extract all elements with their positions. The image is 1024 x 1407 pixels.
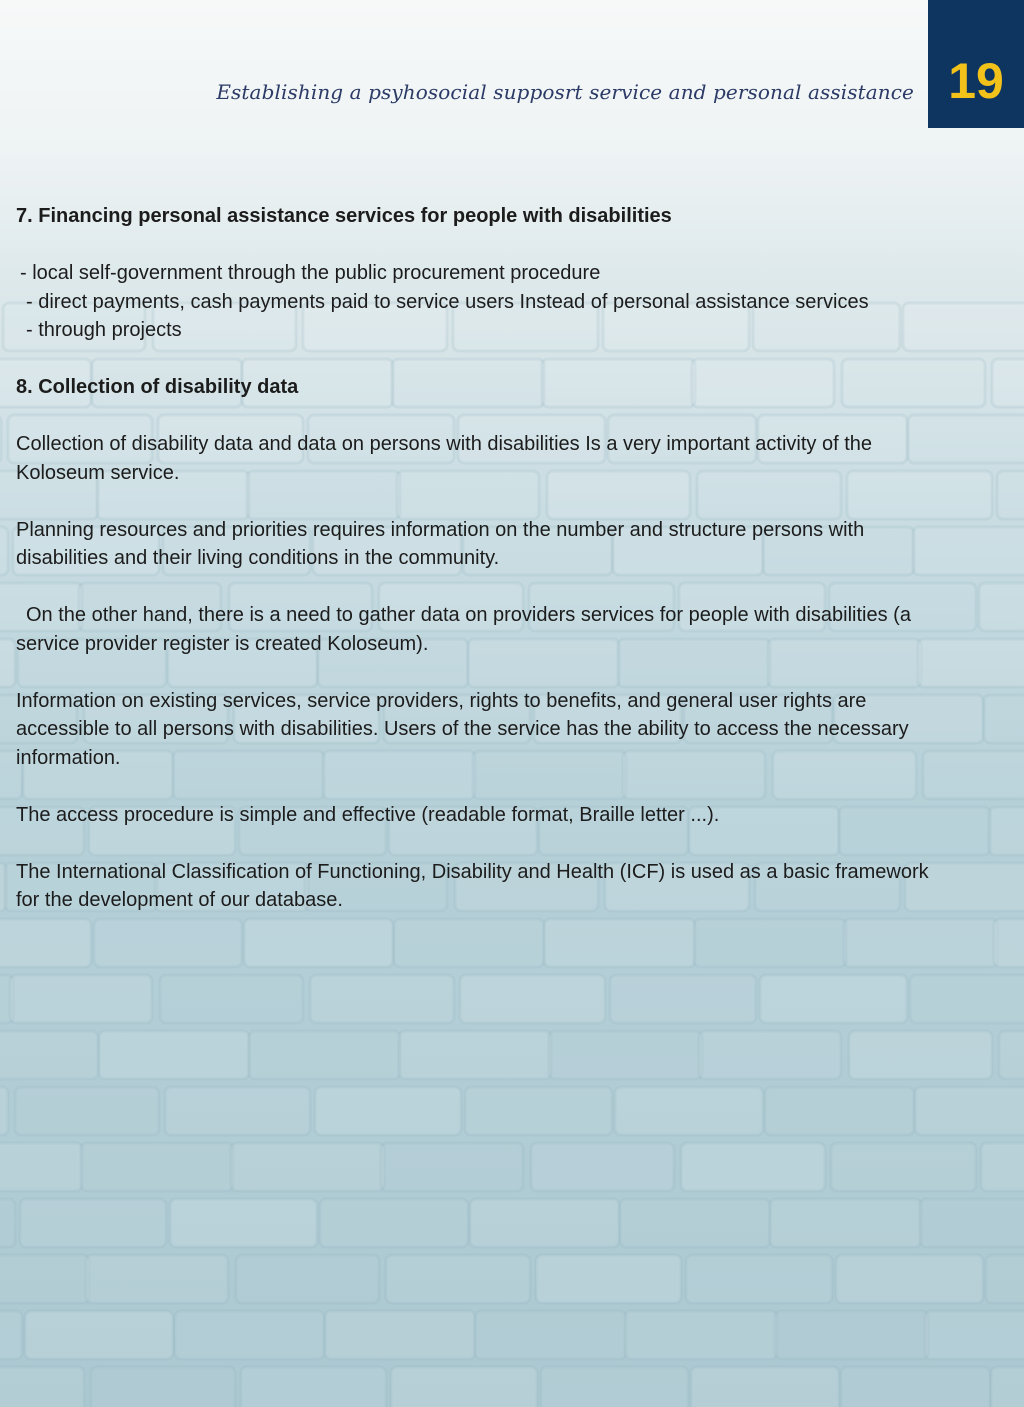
brick [986,1255,1024,1303]
brick [531,1143,674,1191]
brick [549,1031,702,1079]
list-item: - local self-government through the public procurement procedure [20,262,601,284]
brick [691,1367,839,1407]
brick [831,1143,976,1191]
brick [0,1199,15,1247]
brick [989,807,1024,855]
brick [0,527,8,575]
brick [999,1031,1024,1079]
brick [81,1143,233,1191]
brick [470,1199,619,1247]
brick [915,1087,1024,1135]
brick [981,1143,1024,1191]
brick [20,1199,166,1247]
brick [625,1311,777,1359]
brick [992,359,1024,407]
brick [160,975,303,1023]
section-7-heading: 7. Financing personal assistance services for people with disabilities [16,205,672,227]
brick [984,695,1024,743]
brick [0,1311,22,1359]
brick [460,975,605,1023]
brick [99,1031,249,1079]
brick [0,1143,82,1191]
brick [0,415,1,463]
brick [465,1087,612,1135]
brick [686,1255,832,1303]
brick [920,1199,1024,1247]
brick [391,1367,537,1407]
list-item: - direct payments, cash payments paid to service users Instead of personal assistance services [26,290,869,313]
brick [536,1255,681,1303]
brick [241,1367,386,1407]
brick [25,1311,173,1359]
brick [615,1087,763,1135]
brick [249,1031,400,1079]
brick [0,1367,84,1407]
list-item: - through projects [26,319,182,341]
page-body [16,202,956,943]
brick [836,1255,983,1303]
brick [541,1367,688,1407]
brick [620,1199,770,1247]
brick [0,1255,89,1303]
brick [997,471,1024,519]
paragraph: Collection of disability data and data on persons with disabilities Is a very important activity of the Koloseum service. [16,433,872,484]
brick [979,583,1024,631]
brick [10,975,152,1023]
brick [925,1311,1024,1359]
paragraph: On the other hand, there is a need to gather data on providers services for people with disabilities (a service provider register is created Koloseum). [16,604,911,655]
brick [681,1143,825,1191]
financing-options-list [16,259,956,345]
page-number-tab [928,0,1024,128]
brick [386,1255,530,1303]
brick [175,1311,324,1359]
paragraph: The International Classification of Functioning, Disability and Health (ICF) is used as a basic framework for the development of our database. [16,860,929,911]
brick [475,1311,626,1359]
brick [231,1143,384,1191]
brick [0,1031,98,1079]
paragraph: The access procedure is simple and effective (readable format, Braille letter ...). [16,803,720,826]
section-8-heading: 8. Collection of disability data [16,376,299,398]
brick [849,1031,992,1079]
brick [994,919,1024,967]
brick [91,1367,235,1407]
brick [170,1199,317,1247]
page-number: 19 [948,53,1004,109]
brick [15,1087,159,1135]
brick [86,1255,228,1303]
brick [399,1031,551,1079]
paragraph: Planning resources and priorities requires information on the number and structure persons with disabilities and their living conditions in the community. [16,518,865,569]
brick [610,975,756,1023]
brick [910,975,1024,1023]
brick [165,1087,310,1135]
brick [381,1143,523,1191]
brick [236,1255,379,1303]
brick [0,1087,8,1135]
brick [325,1311,475,1359]
brick [765,1087,914,1135]
brick [760,975,907,1023]
running-header-title: Establishing a psyhosocial supposrt service and personal assistance [216,80,914,104]
brick [0,639,15,687]
brick [310,975,454,1023]
brick [991,1367,1024,1407]
paragraph: Information on existing services, service providers, rights to benefits, and general user rights are accessible to all persons with disabilities. Users of the service has the ability to access the necessary information. [16,689,909,769]
brick [841,1367,990,1407]
brick [775,1311,928,1359]
brick [770,1199,921,1247]
brick [315,1087,461,1135]
brick [320,1199,468,1247]
brick [699,1031,841,1079]
